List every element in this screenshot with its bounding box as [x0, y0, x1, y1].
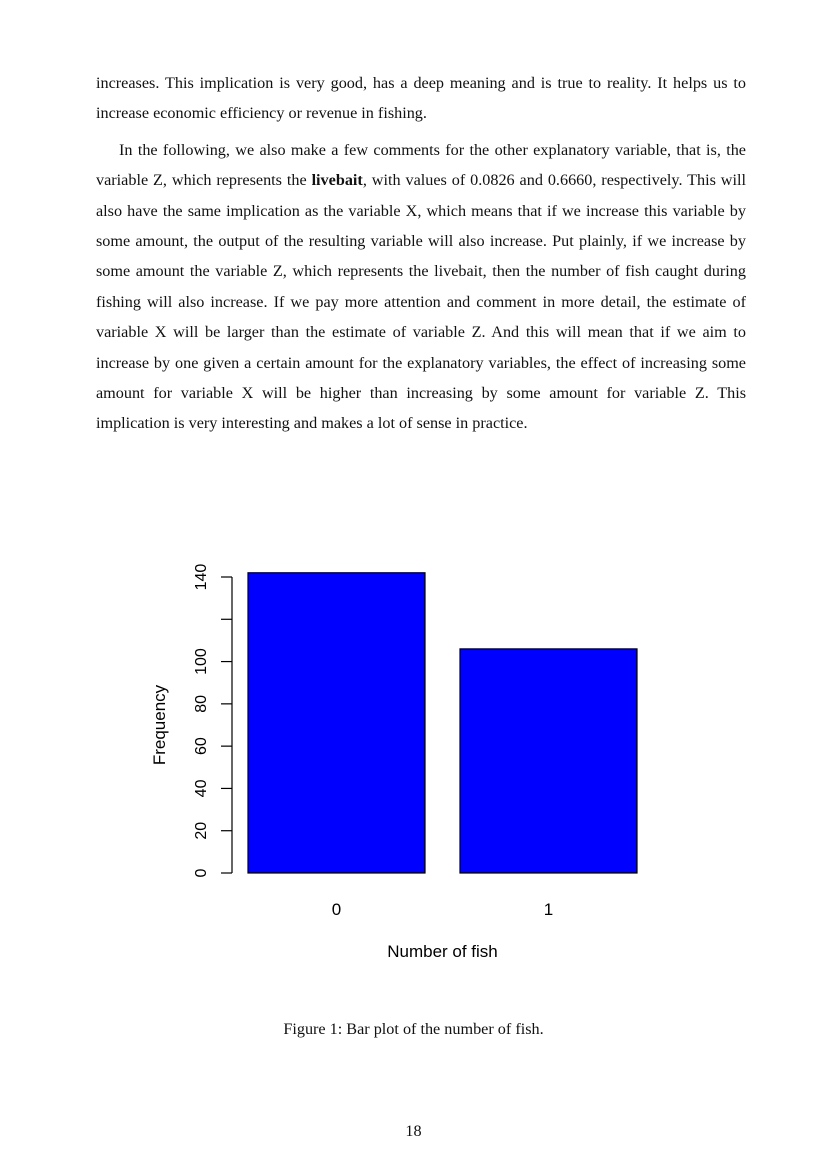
y-tick-label-80: 80 — [193, 694, 210, 713]
paragraph-1: increases. This implication is very good, has a deep meaning and is true to reality. It helps us to increase economic efficiency or revenue in fishing. — [96, 74, 746, 123]
bar-chart — [140, 556, 670, 976]
body-text — [96, 68, 746, 445]
bar-1 — [460, 649, 637, 873]
figure-caption: Figure 1: Bar plot of the number of fish. — [283, 1020, 544, 1038]
page-number: 18 — [405, 1122, 422, 1140]
x-axis-label: Number of fish — [387, 942, 498, 961]
y-tick-label-100: 100 — [193, 648, 210, 675]
y-tick-label-140: 140 — [193, 563, 210, 591]
y-tick-label-0: 0 — [193, 868, 210, 878]
bar-0 — [248, 573, 425, 873]
x-tick-label-1: 1 — [543, 900, 554, 919]
x-tick-label-0: 0 — [331, 900, 342, 919]
paragraph-2-start: In the following, we also make a few comments for the other explanatory variable, that is, the variable Z, which represents the — [96, 140, 746, 190]
y-axis-label: Frequency — [150, 684, 169, 766]
y-tick-label-20: 20 — [193, 821, 210, 840]
y-tick-label-60: 60 — [193, 737, 210, 756]
bar-chart-figure — [140, 556, 670, 976]
livebait-term: livebait — [311, 171, 363, 190]
y-tick-label-40: 40 — [193, 779, 210, 798]
paragraph-2 — [96, 135, 746, 439]
paragraph-2-end: , with values of 0.0826 and 0.6660, respectively. This will also have the same implication as the variable X, which means that if we increase this variable by some amount, the output of the resulting variable will also increase. Put plainly, if we increase by some amount the variable Z, which represents the livebait, then the number of fish caught during fishing will also increase. If we pay more attention and comment in more detail, the estimate of variable X will be larger than the estimate of variable Z. And this will mean that if we aim to increase by one given a certain amount for the explanatory variables, the effect of increasing some amount for variable X will be higher than increasing by some amount for variable Z. This implication is very interesting and makes a lot of sense in practice. — [96, 171, 746, 433]
